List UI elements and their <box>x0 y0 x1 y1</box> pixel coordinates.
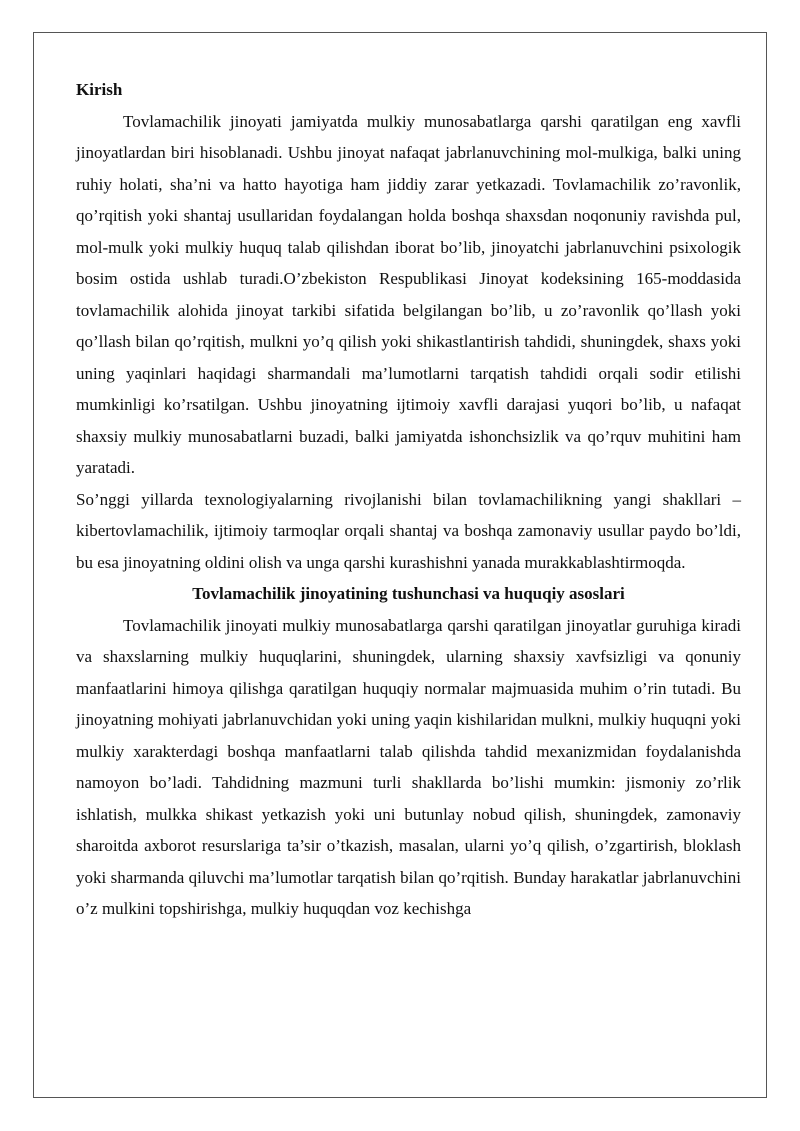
section-paragraph-1: Tovlamachilik jinoyati mulkiy munosabatlarga qarshi qaratilgan jinoyatlar guruhiga kiradi va shaxslarning mulkiy huquqlarini, shuningdek, ularning shaxsiy xavfsizligi va qonuniy manfaatlarini himoya qilishga qaratilgan huquqiy normalar majmuasida muhim o’rin tutadi. Bu jinoyatning mohiyati jabrlanuvchidan yoki uning yaqin kishilaridan mulkni, mulkiy huquqni yoki mulkiy xarakterdagi boshqa manfaatlarni talab qilishda tahdid mexanizmidan foydalanishda namoyon bo’ladi. Tahdidning mazmuni turli shakllarda bo’lishi mumkin: jismoniy zo’rlik ishlatish, mulkka shikast yetkazish yoki uni butunlay nobud qilish, shuningdek, zamonaviy sharoitda axborot resurslariga ta’sir o’tkazish, masalan, ularni yo’q qilish, o’zgartirish, bloklash yoki sharmanda qiluvchi ma’lumotlar tarqatish bilan qo’rqitish. Bunday harakatlar jabrlanuvchini o’z mulkini topshirishga, mulkiy huquqdan voz kechishga <box>76 615 741 918</box>
document-body <box>76 74 741 925</box>
intro-heading: Kirish <box>76 80 123 99</box>
section-heading: Tovlamachilik jinoyatining tushunchasi va huquqiy asoslari <box>192 584 625 603</box>
intro-paragraph-2: So’nggi yillarda texnologiyalarning rivojlanishi bilan tovlamachilikning yangi shakllari – kibertovlamachilik, ijtimoiy tarmoqlar orqali shantaj va boshqa zamonaviy usullar paydo bo’ldi, bu esa jinoyatning oldini olish va unga qarshi kurashishni yanada murakkablashtirmoqda. <box>76 489 741 572</box>
intro-paragraph-1: Tovlamachilik jinoyati jamiyatda mulkiy munosabatlarga qarshi qaratilgan eng xavfli jinoyatlardan biri hisoblanadi. Ushbu jinoyat nafaqat jabrlanuvchining mol-mulkiga, balki uning ruhiy holati, sha’ni va hatto hayotiga ham jiddiy zarar yetkazadi. Tovlamachilik zo’ravonlik, qo’rqitish yoki shantaj usullaridan foydalangan holda boshqa shaxsdan noqonuniy ravishda pul, mol-mulk yoki mulkiy huquq talab qilishdan iborat bo’lib, jinoyatchi jabrlanuvchini psixologik bosim ostida ushlab turadi.O’zbekiston Respublikasi Jinoyat kodeksining 165-moddasida tovlamachilik alohida jinoyat tarkibi sifatida belgilangan bo’lib, u zo’ravonlik qo’llash yoki qo’llash bilan qo’rqitish, mulkni yo’q qilish yoki shikastlantirish tahdidi, shuningdek, shaxs yoki uning yaqinlari haqidagi sharmandali ma’lumotlarni tarqatish tahdidi orqali sodir etilishi mumkinligi ko’rsatilgan. Ushbu jinoyatning ijtimoiy xavfli darajasi yuqori bo’lib, u nafaqat shaxsiy mulkiy munosabatlarni buzadi, balki jamiyatda ishonchsizlik va qo’rquv muhitini ham yaratadi. <box>76 111 741 477</box>
